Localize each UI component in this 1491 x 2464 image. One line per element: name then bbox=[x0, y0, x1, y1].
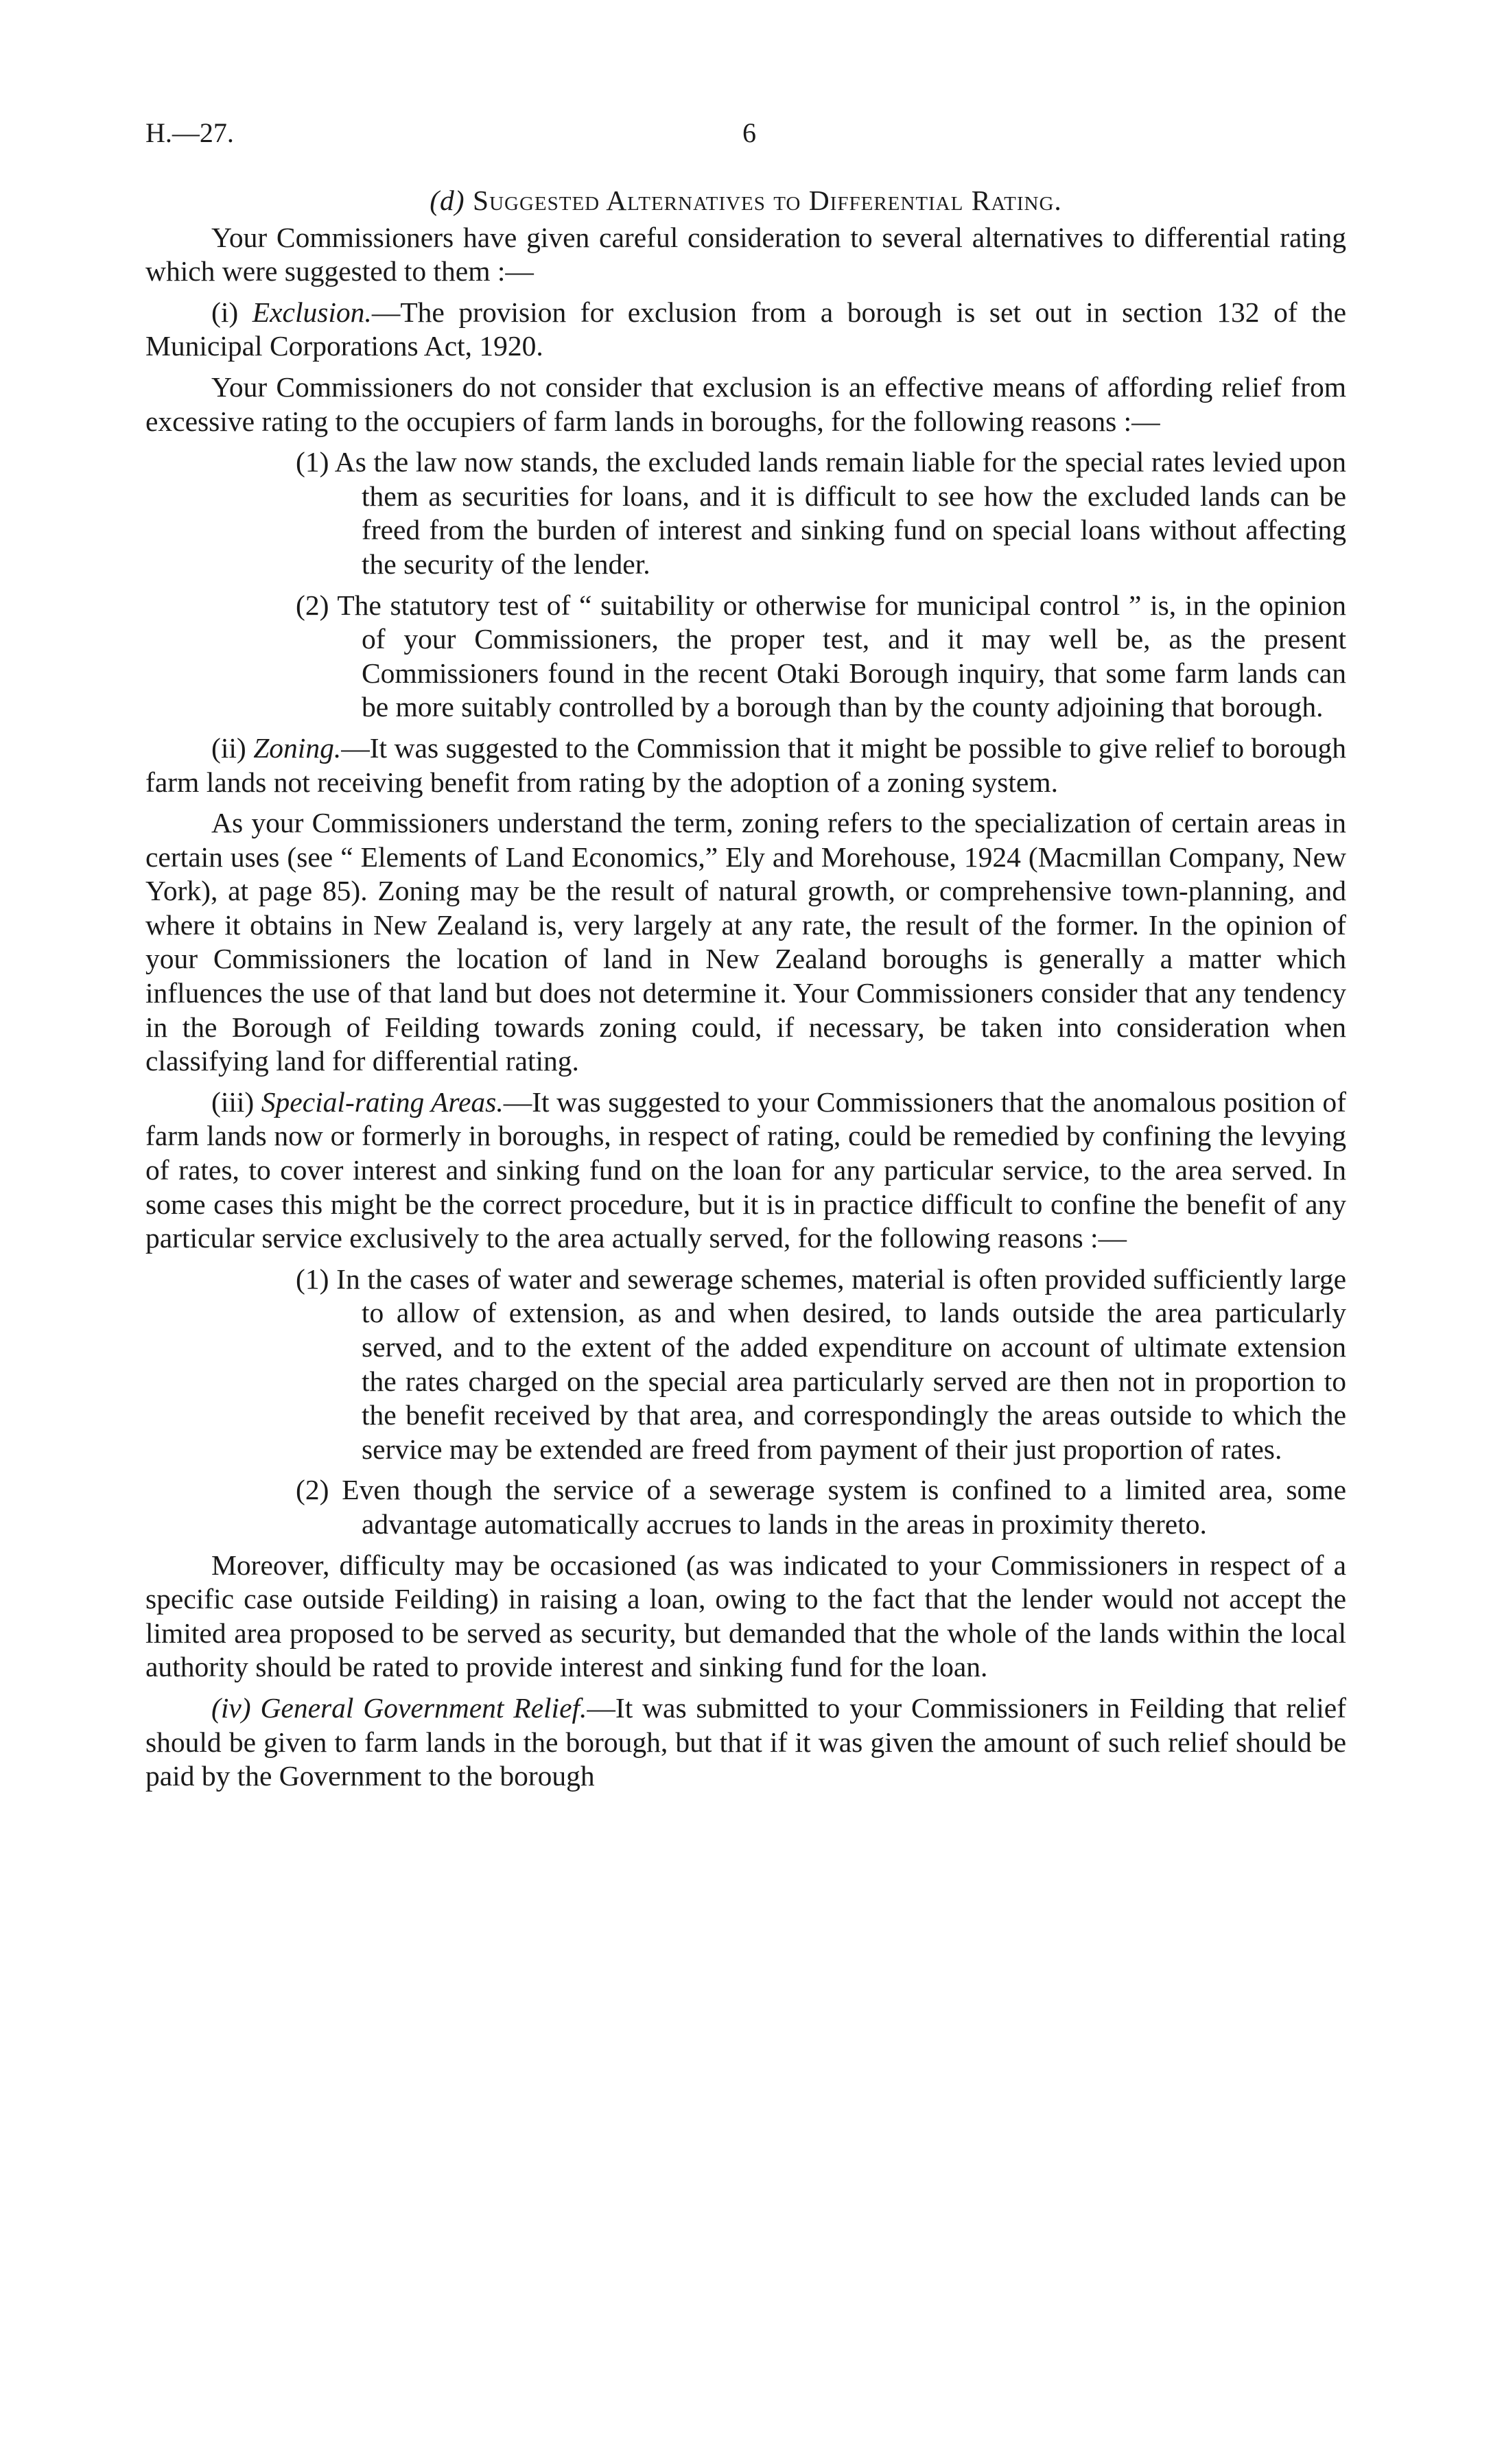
body-text bbox=[145, 184, 1346, 1800]
zoning-lead: Zoning. bbox=[253, 731, 342, 764]
exclusion-lead: Exclusion. bbox=[252, 296, 372, 328]
exclusion-reason-2: (2) The statutory test of “ suitability or otherwise for municipal control ” is, in the opinion of your Commissioners, the proper test, and it may well be, as the present Commissioners found in the recent Otaki Borough inquiry, that some farm lands can be more suitably controlled by a borough than by the county adjoining that borough. bbox=[296, 589, 1346, 723]
special-rating-text: —It was suggested to your Commissioners that the anomalous position of farm lands now or formerly in boroughs, in respect of rating, could be remedied by confining the levying of rates, to cover interest and sinking fund on the loan for any particular service, to the area served. In some cases this might be the correct procedure, but it is in practice difficult to confine the benefit of any particular service exclusively to the area actually served, for the following reasons :— bbox=[145, 1086, 1346, 1254]
government-relief-lead: General Government Relief. bbox=[260, 1691, 587, 1724]
exclusion-label: (i) bbox=[211, 296, 239, 328]
exclusion-paragraph bbox=[145, 296, 1346, 364]
intro-paragraph: Your Commissioners have given careful consideration to several alternatives to differential rating which were suggested to them :— bbox=[145, 221, 1346, 288]
section-heading bbox=[145, 184, 1346, 218]
document-reference: H.—27. bbox=[145, 117, 234, 148]
government-relief-label: (iv) bbox=[211, 1691, 251, 1724]
exclusion-reasons-intro: Your Commissioners do not consider that exclusion is an effective means of affording relief from excessive rating to the occupiers of farm lands in boroughs, for the following reasons :— bbox=[145, 371, 1346, 437]
page-header bbox=[145, 117, 1346, 158]
exclusion-reason-1: (1) As the law now stands, the excluded lands remain liable for the special rates levied upon them as securities for loans, and it is difficult to see how the excluded lands can be freed from the burden of interest and sinking fund on special loans without affecting the security of the lender. bbox=[296, 446, 1346, 580]
section-title: Suggested Alternatives to Differential Rating. bbox=[473, 185, 1062, 216]
special-rating-label: (iii) bbox=[211, 1086, 255, 1118]
special-rating-reason-2: (2) Even though the service of a sewerage system is confined to a limited area, some advantage automatically accrues to lands in the areas in proximity thereto. bbox=[296, 1474, 1346, 1540]
zoning-paragraph bbox=[145, 731, 1346, 799]
special-rating-lead: Special-rating Areas. bbox=[261, 1086, 504, 1118]
section-letter: (d) bbox=[430, 185, 465, 216]
zoning-text: —It was suggested to the Commission that it might be possible to give relief to borough farm lands not receiving benefit from rating by the adoption of a zoning system. bbox=[145, 731, 1346, 798]
exclusion-text: —The provision for exclusion from a borough is set out in section 132 of the Municipal Corporations Act, 1920. bbox=[145, 296, 1347, 362]
government-relief-paragraph bbox=[145, 1691, 1346, 1794]
moreover-paragraph: Moreover, difficulty may be occasioned (as was indicated to your Commissioners in respect of a specific case outside Feilding) in raising a loan, owing to the fact that the lender would not accept the limited area proposed to be served as security, but demanded that the whole of the lands within the local authority should be rated to provide interest and sinking fund for the loan. bbox=[145, 1549, 1346, 1683]
special-rating-reason-1: (1) In the cases of water and sewerage schemes, material is often provided sufficiently large to allow of extension, as and when desired, to lands outside the area particularly served, and to the extent of the added expenditure on account of ultimate extension the rates charged on the special area particularly served are then not in proportion to the benefit received by that area, and correspondingly the areas outside to which the service may be extended are freed from payment of their just proportion of rates. bbox=[296, 1263, 1346, 1465]
special-rating-paragraph bbox=[145, 1086, 1346, 1256]
government-relief-text: —It was submitted to your Commissioners in Feilding that relief should be given to farm lands in the borough, but that if it was given the amount of such relief should be paid by the Government to the borough bbox=[145, 1691, 1346, 1792]
zoning-label: (ii) bbox=[211, 731, 246, 764]
zoning-explanation-paragraph: As your Commissioners understand the term, zoning refers to the specialization of certain areas in certain uses (see “ Elements of Land Economics,” Ely and Morehouse, 1924 (Macmillan Company, New York), at page 85). Zoning may be the result of natural growth, or comprehensive town-planning, and where it obtains in New Zealand is, very largely at any rate, the result of the former. In the opinion of your Commissioners the location of land in New Zealand boroughs is generally a matter which influences the use of that land but does not determine it. Your Commissioners consider that any tendency in the Borough of Feilding towards zoning could, if necessary, be taken into consideration when classifying land for differential rating. bbox=[145, 807, 1346, 1077]
page-number: 6 bbox=[742, 117, 756, 148]
